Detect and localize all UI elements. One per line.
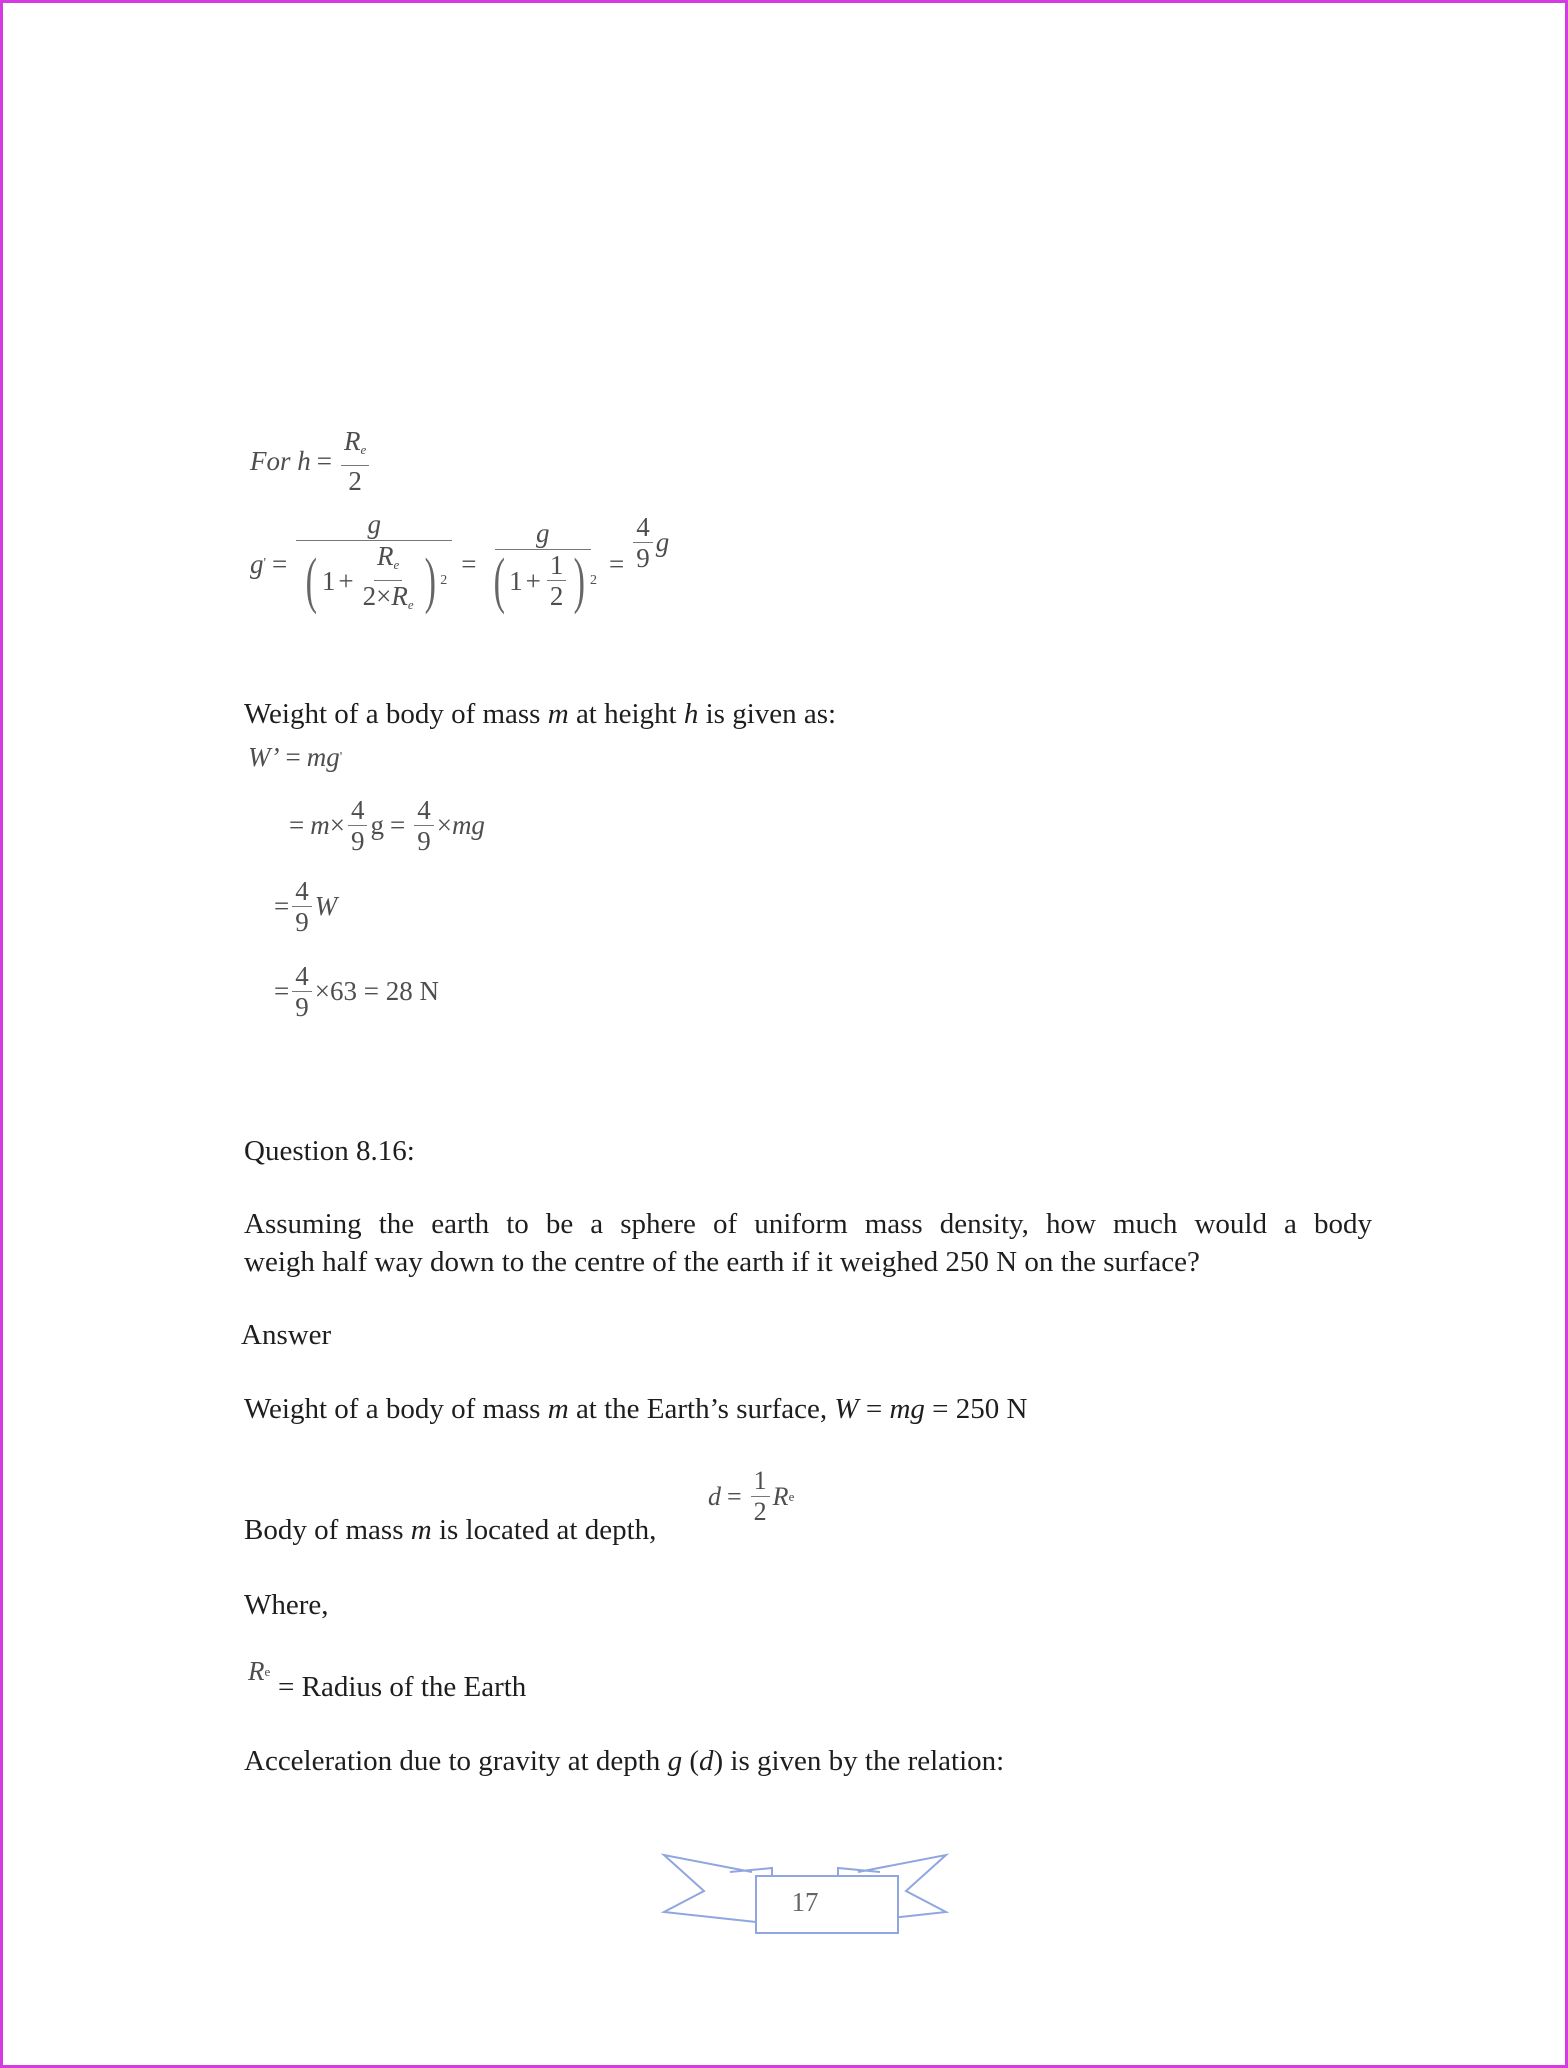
math-var: h bbox=[297, 445, 311, 476]
radius-label: = Radius of the Earth bbox=[278, 1671, 527, 1703]
fraction: g ( 1 + $\frac{1}{2}$ ) 2 bbox=[493, 518, 598, 615]
question-heading: Question 8.16: bbox=[244, 1135, 415, 1167]
math-op: = bbox=[316, 445, 332, 476]
formula-step-2: = $\frac{4}{9}$ W bbox=[274, 876, 338, 937]
depth-text: Body of mass m is located at depth, bbox=[244, 1514, 657, 1546]
math-op: = bbox=[272, 548, 288, 579]
answer-heading: Answer bbox=[241, 1319, 332, 1351]
formula-g-prime: g ' = g ( 1 + $\frac{R_e}{2\times R_e}$ ) 2 = g ( 1 + $\frac{1}{2}$ ) 2 = $\frac{4}{9}$ g bbox=[250, 508, 669, 620]
formula-depth: d = $\frac{1}{2}$ R e bbox=[708, 1466, 795, 1526]
formula-w-prime: W’ = mg ' bbox=[248, 742, 343, 772]
formula-for-h bbox=[250, 426, 372, 496]
math-var: g bbox=[250, 548, 264, 579]
radius-symbol: R e bbox=[248, 1656, 271, 1686]
math-text: For bbox=[250, 445, 291, 476]
formula-step-1: = m × $\frac{4}{9}$ g = $\frac{4}{9}$ × mg bbox=[289, 795, 485, 856]
where-text: Where, bbox=[244, 1589, 329, 1621]
page-number: 17 bbox=[791, 1887, 819, 1917]
weight-at-surface-text: Weight of a body of mass m at the Earth’s surface, W = mg = 250 N bbox=[244, 1393, 1028, 1425]
weight-at-height-text: Weight of a body of mass m at height h is given as: bbox=[244, 698, 837, 730]
fraction: $\frac{R_e}{2}$ bbox=[341, 426, 369, 496]
question-line-2: weigh half way down to the centre of the earth if it weighed 250 N on the surface? bbox=[244, 1246, 1200, 1278]
acceleration-text: Acceleration due to gravity at depth g (d) is given by the relation: bbox=[244, 1745, 1005, 1777]
question-line-1: Assuming the earth to be a sphere of uniform mass density, how much would a body bbox=[244, 1208, 1372, 1240]
fraction: g ( 1 + $\frac{R_e}{2\times R_e}$ ) 2 bbox=[296, 508, 452, 620]
formula-step-3: = $\frac{4}{9}$ ×63 = 28 N bbox=[274, 961, 439, 1022]
